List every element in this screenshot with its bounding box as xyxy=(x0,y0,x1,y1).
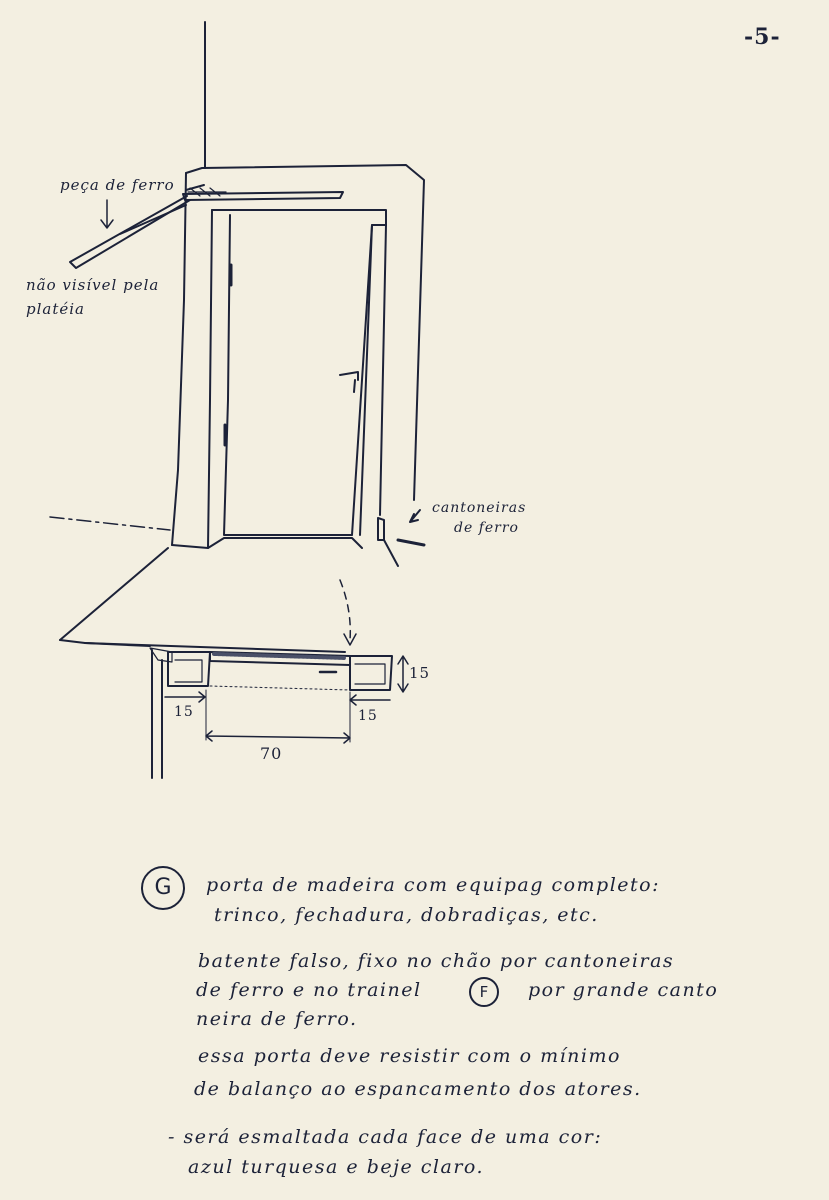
dim-line-70 xyxy=(206,731,350,743)
dim-line-left xyxy=(165,692,205,702)
dimension-right-jamb: 15 xyxy=(358,708,378,724)
peca-arrow xyxy=(101,200,113,228)
note-line: de ferro e no trainel xyxy=(196,979,422,1001)
plan-right-jamb xyxy=(350,656,392,690)
label-nao-visivel: não visível pela xyxy=(26,276,160,294)
iron-brace-diagonal xyxy=(70,196,190,268)
page-number: -5- xyxy=(744,24,781,50)
label-de-ferro: de ferro xyxy=(454,520,519,536)
marker-g-circle: G xyxy=(141,866,185,910)
marker-f-circle: F xyxy=(469,977,499,1007)
threshold-line xyxy=(172,538,362,548)
note-line: neira de ferro. xyxy=(196,1008,358,1030)
dim-line-right xyxy=(350,695,390,705)
centerline xyxy=(50,517,170,530)
note-line: trinco, fechadura, dobradiças, etc. xyxy=(214,904,599,926)
label-cantoneiras: cantoneiras xyxy=(432,500,527,516)
door-handle xyxy=(340,372,358,392)
cantoneira-arrow xyxy=(410,510,420,522)
cantoneira-bracket xyxy=(378,518,398,566)
dim-line-gap xyxy=(210,686,350,690)
plan-left-jamb xyxy=(168,652,210,686)
door-right-jamb xyxy=(380,225,386,515)
plan-right-jamb-inner xyxy=(355,664,385,684)
dim-line-depth xyxy=(398,656,408,692)
dimension-depth: 15 xyxy=(409,664,431,682)
cantoneira-foot xyxy=(398,540,424,545)
note-line: por grande canto xyxy=(528,979,719,1001)
door-frame-left-outer xyxy=(172,173,186,545)
floor-edge xyxy=(60,548,168,640)
dimension-left-jamb: 15 xyxy=(174,704,194,720)
plan-left-jamb-inner xyxy=(175,660,202,682)
note-line: - será esmaltada cada face de uma cor: xyxy=(168,1126,603,1148)
door-frame-outer xyxy=(186,165,424,500)
note-line: essa porta deve resistir com o mínimo xyxy=(198,1045,621,1067)
note-line: de balanço ao espancamento dos atores. xyxy=(194,1078,642,1100)
note-line: azul turquesa e beje claro. xyxy=(188,1156,485,1178)
floor-front xyxy=(60,640,345,652)
label-plateia: platéia xyxy=(26,300,85,318)
door-frame-top xyxy=(212,210,386,225)
iron-brace-strut xyxy=(120,205,186,234)
note-line: batente falso, fixo no chão por cantoneiras xyxy=(198,950,675,972)
label-peca-de-ferro: peça de ferro xyxy=(60,176,175,194)
plan-arrow xyxy=(340,580,350,640)
note-line: porta de madeira com equipag completo: xyxy=(206,874,661,896)
dimension-door-width: 70 xyxy=(260,744,283,763)
door-frame-left-inner xyxy=(208,210,212,548)
